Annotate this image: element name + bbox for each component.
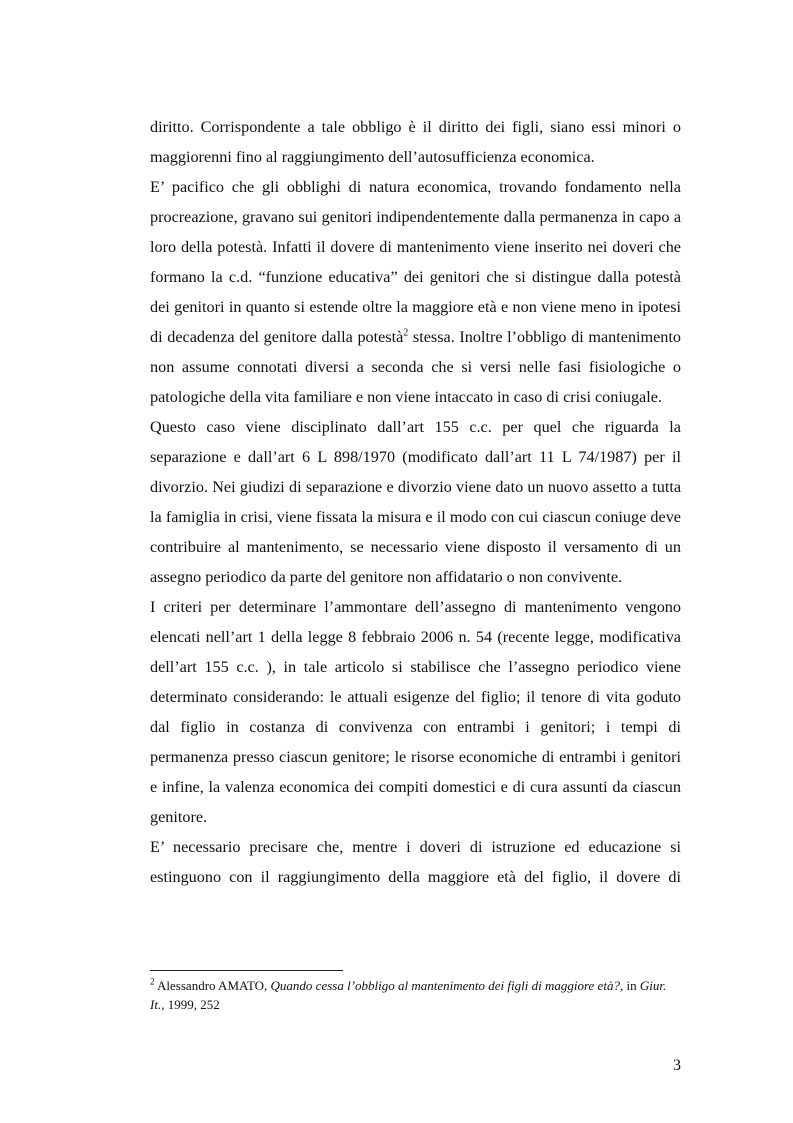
paragraph-4-text: I criteri per determinare l’ammontare dell’assegno di mantenimento vengono elencati nell’art 1 della legge 8 febbraio 2006 n. 54 (recente legge, modificativa dell’art 155 c.c. ), in tale articolo si stabilisce che l’assegno periodico viene determinato considerando: le attuali esigenze del figlio; il tenore di vita goduto dal figlio in costanza di convivenza con entrambi i genitori; i tempi di permanenza presso ciascun genitore; le risorse economiche di entrambi i genitori e infine, la valenza economica dei compiti domestici e di cura assunti da ciascun genitore. [150, 598, 681, 826]
footnote-title: Quando cessa l’obbligo al mantenimento dei figli di maggiore età?, [270, 978, 624, 993]
paragraph-2 [150, 172, 681, 412]
paragraph-1-text: diritto. Corrispondente a tale obbligo è il diritto dei figli, siano essi minori o maggiorenni fino al raggiungimento dell’autosufficienza economica. [150, 118, 681, 166]
paragraph-5 [150, 832, 681, 892]
footnote-in: in [623, 978, 640, 993]
footnote [150, 976, 681, 1014]
paragraph-4 [150, 592, 681, 832]
paragraph-5-text: E’ necessario precisare che, mentre i doveri di istruzione ed educazione si estinguono con il raggiungimento della maggiore età del figlio, il dovere di [150, 838, 681, 886]
page-number: 3 [673, 1057, 681, 1074]
paragraph-3-text: Questo caso viene disciplinato dall’art 155 c.c. per quel che riguarda la separazione e dall’art 6 L 898/1970 (modificato dall’art 11 L 74/1987) per il divorzio. Nei giudizi di separazione e divorzio viene dato un nuovo assetto a tutta la famiglia in crisi, viene fissata la misura e il modo con cui ciascun coniuge deve contribuire al mantenimento, se necessario viene disposto il versamento di un assegno periodico da parte del genitore non affidatario o non convivente. [150, 418, 681, 586]
footnote-reference[interactable]: 2 [403, 327, 409, 339]
footnote-author: Alessandro AMATO, [154, 978, 271, 993]
paragraph-3 [150, 412, 681, 592]
footnote-separator [150, 970, 343, 971]
paragraph-2-text: E’ pacifico che gli obblighi di natura economica, trovando fondamento nella procreazione, gravano sui genitori indipendentemente dalla permanenza in capo a loro della potestà. Infatti il dovere di mantenimento viene inserito nei doveri che formano la c.d. “funzione educativa” dei genitori che si distingue dalla potestà dei genitori in quanto si estende oltre la maggiore età e non viene meno in ipotesi di decadenza del genitore dalla potestà [150, 178, 681, 346]
paragraph-2-text-continued: stessa. Inoltre l’obbligo di mantenimento non assume connotati diversi a seconda che si versi nelle fasi fisiologiche o patologiche della vita familiare e non viene intaccato in caso di crisi coniugale. [150, 328, 681, 406]
footnote-details: , 1999, 252 [161, 997, 220, 1012]
footnote-number: 2 [150, 976, 155, 987]
footnote-journal: Giur. It. [150, 978, 667, 1012]
body-text [150, 112, 681, 892]
paragraph-1 [150, 112, 681, 172]
